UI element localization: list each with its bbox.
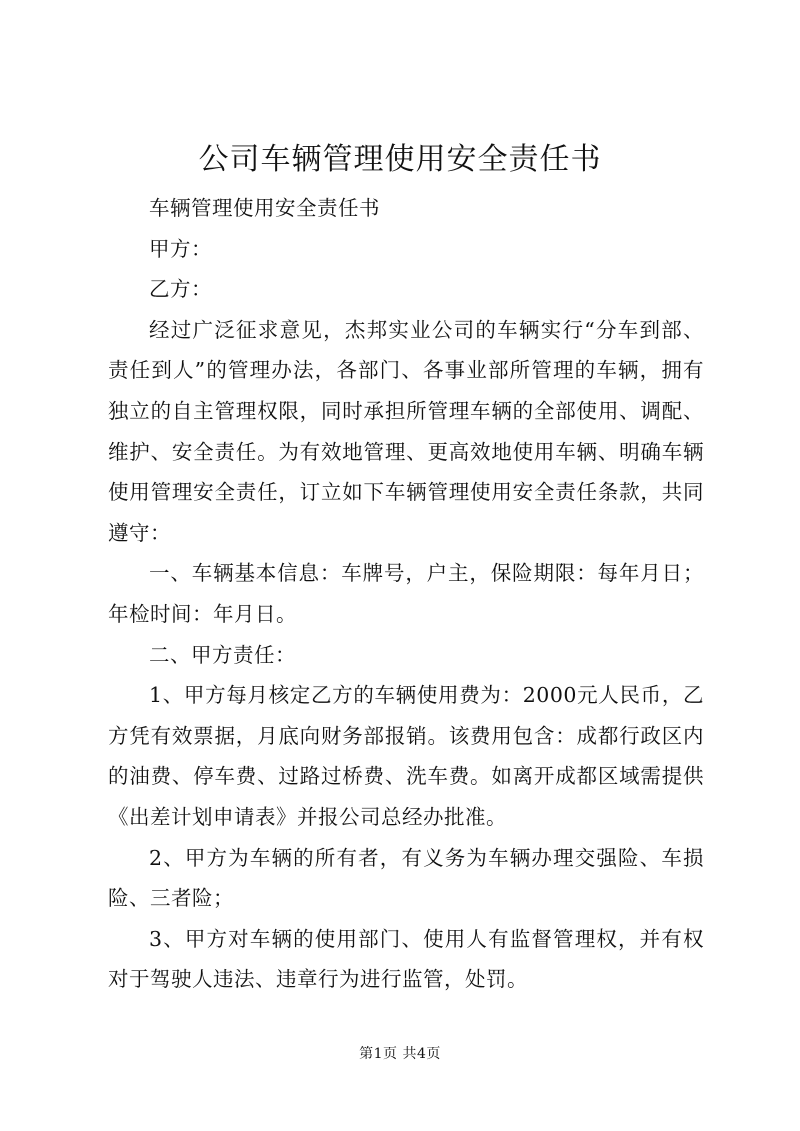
paragraph-clause-2: 2、甲方为车辆的所有者，有义务为车辆办理交强险、车损险、三者险；	[108, 845, 704, 911]
paragraph-preamble: 经过广泛征求意见，杰邦实业公司的车辆实行“分车到部、责任到人”的管理办法，各部门、各事业部所管理的车辆，拥有独立的自主管理权限，同时承担所管理车辆的全部使用、调配、维护、安全责任。为有效地管理、更高效地使用车辆、明确车辆使用管理安全责任，订立如下车辆管理使用安全责任条款，共同遵守：	[108, 317, 704, 545]
paragraph-clause-3: 3、甲方对车辆的使用部门、使用人有监督管理权，并有权对于驾驶人违法、违章行为进行监管，处罚。	[108, 926, 704, 992]
document-title: 公司车辆管理使用安全责任书	[198, 142, 602, 177]
paragraph-vehicle-info: 一、车辆基本信息：车牌号，户主，保险期限：每年月日；年检时间：年月日。	[108, 561, 704, 626]
paragraph-party-b: 乙方：	[149, 277, 212, 302]
paragraph-subtitle: 车辆管理使用安全责任书	[149, 196, 380, 220]
paragraph-party-a: 甲方：	[149, 236, 212, 261]
page-footer: 第1页 共4页	[359, 1046, 441, 1062]
document-body	[108, 188, 704, 1000]
paragraph-clause-1: 1、甲方每月核定乙方的车辆使用费为：2000元人民币，乙方凭有效票据，月底向财务部报销。该费用包含：成都行政区内的油费、停车费、过路过桥费、洗车费。如离开成都区域需提供《出差计划申请表》并报公司总经办批准。	[108, 683, 704, 829]
paragraph-party-a-heading: 二、甲方责任：	[149, 642, 296, 667]
